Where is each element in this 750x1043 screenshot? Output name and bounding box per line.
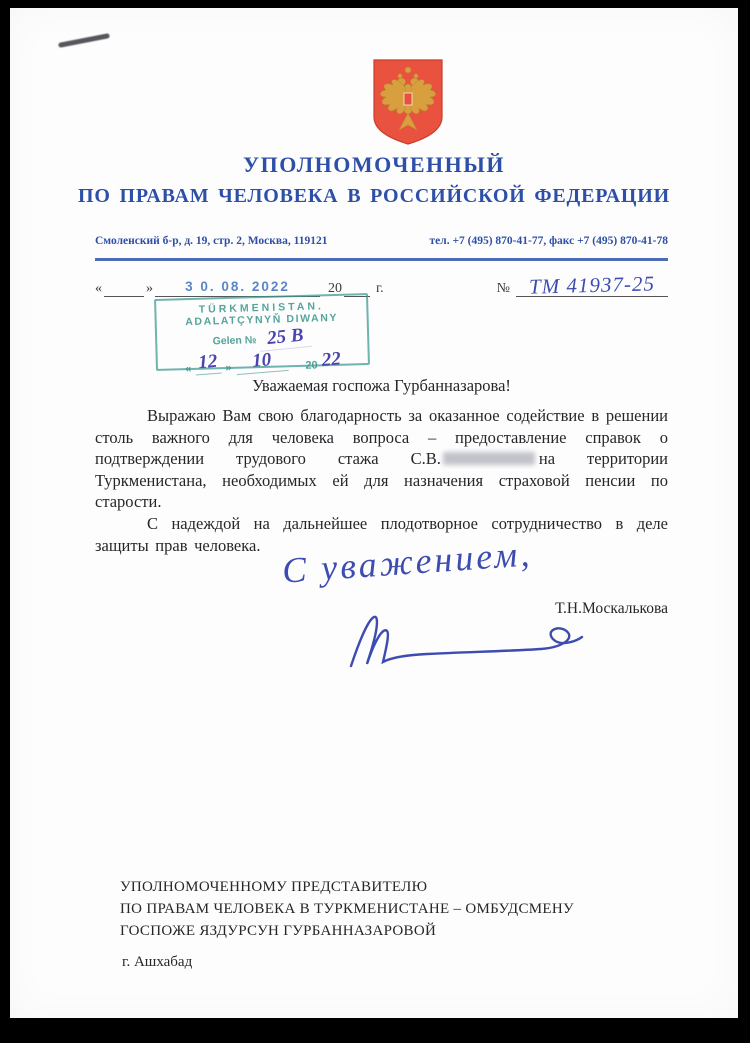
letter-page <box>10 8 738 1018</box>
paragraph-2: С надеждой на дальнейшее плодотворное сотрудничество в деле защиты прав человека. <box>95 513 668 555</box>
stamp-line2: ADALATÇYNYŇ DIWANY <box>185 311 339 329</box>
letterhead-subtitle: ПО ПРАВАМ ЧЕЛОВЕКА В РОССИЙСКОЙ ФЕДЕРАЦИИ <box>78 185 670 207</box>
date-stamp: 3 0. 08. 2022 <box>185 279 290 294</box>
recipient-line2: ПО ПРАВАМ ЧЕЛОВЕКА В ТУРКМЕНИСТАНЕ – ОМБУДСМЕНУ <box>120 901 574 917</box>
letterhead-rule <box>95 258 668 261</box>
redacted-name <box>443 452 535 465</box>
paragraph-1-continued: на территории Туркменистана, необходимых ей для назначения страховой пенсии по старости. <box>95 449 669 512</box>
paragraph-1-text: Выражаю Вам свою благодарность за оказанное содействие в решении столь важного для человека вопроса – предоставление справок о подтверждении трудового стажа С.В. <box>95 406 668 469</box>
quote-open: « <box>95 281 102 296</box>
pen-mark <box>58 33 110 48</box>
turkmenistan-receipt-stamp <box>154 293 370 376</box>
year-suffix: г. <box>376 281 384 296</box>
signatory-name: Т.Н.Москалькова <box>555 600 668 617</box>
salutation: Уважаемая госпожа Гурбанназарова! <box>252 376 511 395</box>
recipient-block <box>95 876 668 942</box>
year-prefix: 20 <box>328 281 342 296</box>
handwritten-day: 12 <box>194 351 222 376</box>
handwritten-signature <box>335 608 590 683</box>
recipient-line1: УПОЛНОМОЧЕННОМУ ПРЕДСТАВИТЕЛЮ <box>120 879 428 895</box>
quote-close: » <box>146 281 153 296</box>
handwritten-month: 10 <box>234 348 288 375</box>
day-blank <box>104 281 144 297</box>
stamp-quote-close: » <box>225 361 232 375</box>
gelen-label: Gelen № <box>212 334 257 348</box>
stamp-line1: TÜRKMENISTAN. <box>198 300 325 316</box>
letterhead <box>10 152 738 208</box>
stamp-quote-open: « <box>185 362 192 376</box>
letterhead-phone: тел. +7 (495) 870-41-77, факс +7 (495) 870-41-78 <box>429 235 668 247</box>
letterhead-title: УПОЛНОМОЧЕННЫЙ <box>243 152 505 177</box>
number-label: № <box>496 281 510 296</box>
stamp-year-prefix: 20 <box>305 359 318 372</box>
paragraph-1 <box>95 405 668 513</box>
handwritten-number: ТМ 41937-25 <box>528 271 656 299</box>
number-field <box>497 271 668 297</box>
stamp-date-row <box>158 347 369 376</box>
letter-body <box>95 405 668 556</box>
recipient-line3: ГОСПОЖЕ ЯЗДУРСУН ГУРБАННАЗАРОВОЙ <box>120 923 437 939</box>
handwritten-year: 22 <box>320 348 342 371</box>
contact-row <box>95 235 668 247</box>
russian-coat-of-arms-icon <box>368 57 448 147</box>
date-number-row <box>95 271 668 297</box>
number-line <box>516 271 668 297</box>
handwritten-gelen-number: 25 В <box>258 324 312 352</box>
letterhead-address: Смоленский б-р, д. 19, стр. 2, Москва, 119121 <box>95 235 328 247</box>
handwritten-closing: С уважением, <box>280 533 534 591</box>
recipient-city: г. Ашхабад <box>122 954 193 970</box>
